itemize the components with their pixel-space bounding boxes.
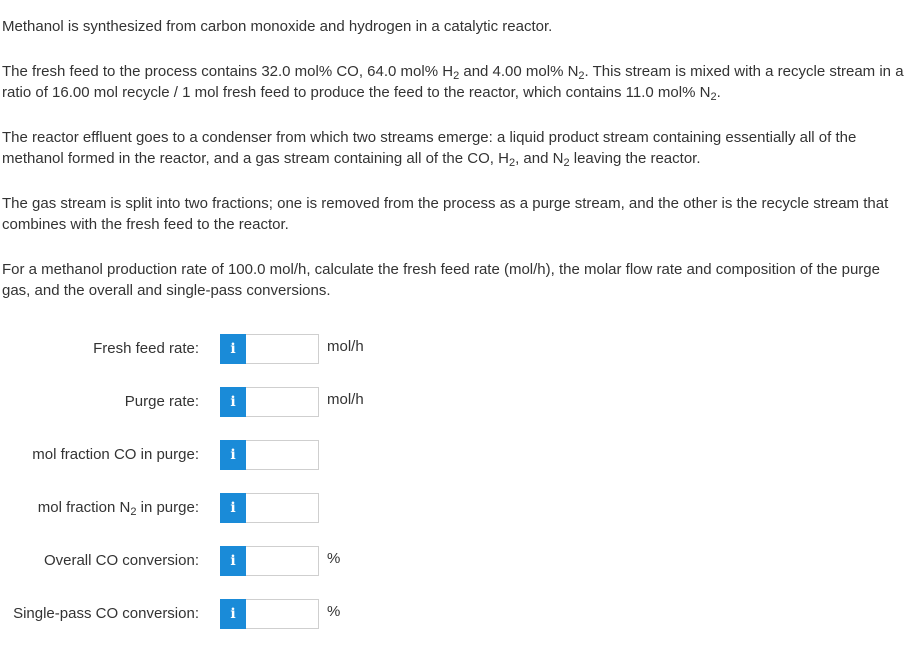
overall-conversion-input[interactable] — [246, 546, 319, 576]
co-fraction-row — [0, 438, 917, 472]
fresh-feed-row — [0, 332, 917, 366]
info-icon[interactable]: i — [220, 546, 246, 576]
info-icon[interactable]: i — [220, 493, 246, 523]
overall-conversion-unit: % — [327, 550, 341, 567]
problem-task: For a methanol production rate of 100.0 mol/h, calculate the fresh feed rate (mol/h), the molar flow rate and composition of the purge gas, and the overall and single-pass conversions. — [2, 261, 880, 299]
info-icon[interactable]: i — [220, 334, 246, 364]
fresh-feed-label: Fresh feed rate: — [93, 340, 199, 357]
overall-conversion-row — [0, 544, 917, 578]
n2-fraction-row — [0, 491, 917, 525]
co-fraction-label: mol fraction CO in purge: — [32, 446, 199, 463]
purge-rate-input[interactable] — [246, 387, 319, 417]
single-pass-conversion-row — [0, 597, 917, 631]
n2-fraction-input[interactable] — [246, 493, 319, 523]
purge-rate-label: Purge rate: — [124, 393, 199, 410]
problem-condenser-description: The reactor effluent goes to a condenser from which two streams emerge: a liquid product stream containing essentially all of the methanol formed in the reactor, and a gas stream containing all of the CO, $H_2$, and $N_2$ leaving the reactor. — [2, 129, 857, 169]
info-icon[interactable]: i — [220, 599, 246, 629]
info-icon[interactable]: i — [220, 440, 246, 470]
info-icon[interactable]: i — [220, 387, 246, 417]
problem-split-description: The gas stream is split into two fractions; one is removed from the process as a purge stream, and the other is the recycle stream that combines with the fresh feed to the reactor. — [2, 195, 889, 233]
purge-rate-row — [0, 385, 917, 419]
single-pass-conversion-label: Single-pass CO conversion: — [13, 605, 199, 622]
fresh-feed-unit: mol/h — [327, 338, 364, 355]
fresh-feed-input[interactable] — [246, 334, 319, 364]
purge-rate-unit: mol/h — [327, 391, 364, 408]
problem-intro: Methanol is synthesized from carbon monoxide and hydrogen in a catalytic reactor. — [2, 18, 553, 35]
n2-fraction-label: mol fraction $N_2$ in purge: — [37, 499, 199, 518]
single-pass-conversion-unit: % — [327, 603, 341, 620]
overall-conversion-label: Overall CO conversion: — [43, 552, 199, 569]
problem-fresh-feed-description: The fresh feed to the process contains 32.0 mol% CO, 64.0 mol% $H_2$ and 4.00 mol% $N_2$. This stream is mixed with a recycle stream in a ratio of 16.00 mol recycle / 1 mol fresh feed to produce the feed to the reactor, which contains 11.0 mol% $N_2$. — [2, 63, 904, 103]
single-pass-conversion-input[interactable] — [246, 599, 319, 629]
co-fraction-input[interactable] — [246, 440, 319, 470]
